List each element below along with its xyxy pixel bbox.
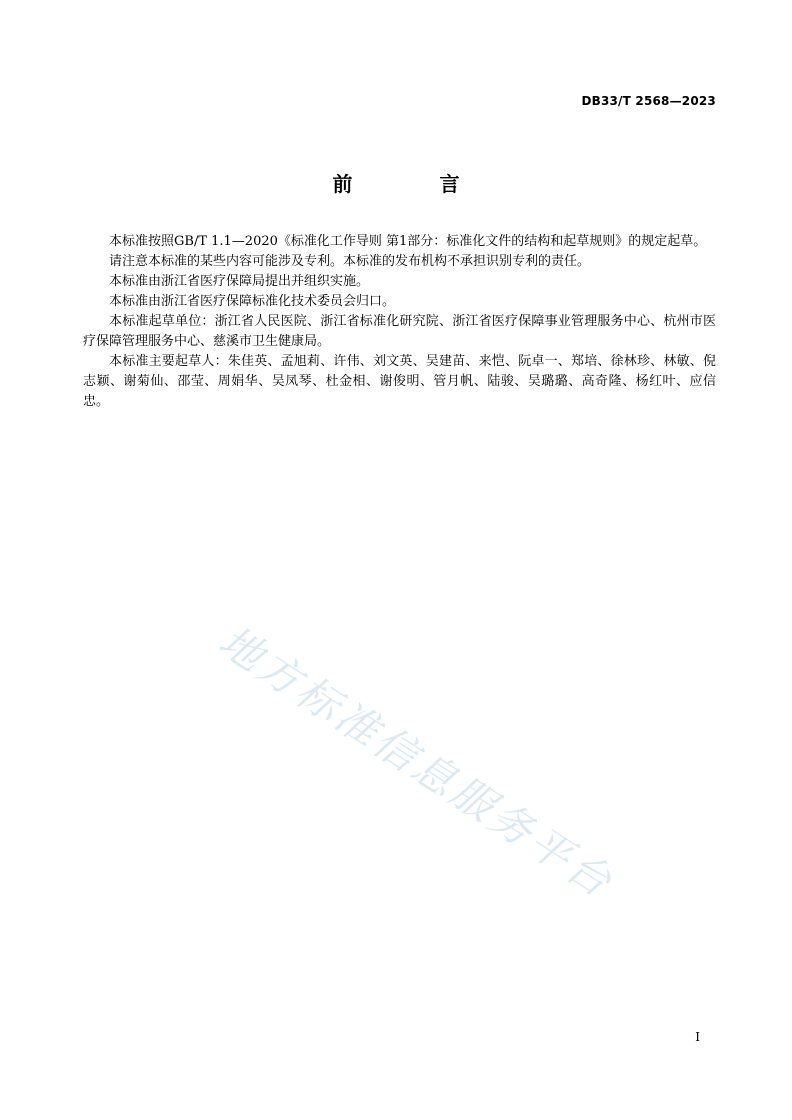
section-title: 前 言 xyxy=(332,172,500,196)
paragraph-patent-notice: 请注意本标准的某些内容可能涉及专利。本标准的发布机构不承担识别专利的责任。 xyxy=(109,254,591,269)
foreword-body xyxy=(83,232,716,412)
watermark: 地方标准信息服务平台 xyxy=(210,616,623,908)
paragraph-drafting-units: 本标准起草单位：浙江省人民医院、浙江省标准化研究院、浙江省医疗保障事业管理服务中心、杭州市医疗保障管理服务中心、慈溪市卫生健康局。 xyxy=(83,314,716,349)
paragraph-drafters: 本标准主要起草人：朱佳英、孟旭莉、许伟、刘文英、吴建苗、来恺、阮卓一、郑培、徐林珍、林敏、倪志颖、谢菊仙、邵莹、周娟华、吴凤琴、杜金相、谢俊明、管月帆、陆骏、吴璐璐、高奇隆、杨红叶、应信忠。 xyxy=(83,354,716,409)
paragraph-technical-committee: 本标准由浙江省医疗保障标准化技术委员会归口。 xyxy=(109,294,396,309)
paragraph-drafting-rules: 本标准按照GB/T 1.1—2020《标准化工作导则 第1部分：标准化文件的结构和起草规则》的规定起草。 xyxy=(109,234,707,249)
paragraph-proposer: 本标准由浙江省医疗保障局提出并组织实施。 xyxy=(109,274,370,289)
standard-code: DB33/T 2568—2023 xyxy=(581,94,716,108)
page-number: I xyxy=(695,1030,700,1044)
